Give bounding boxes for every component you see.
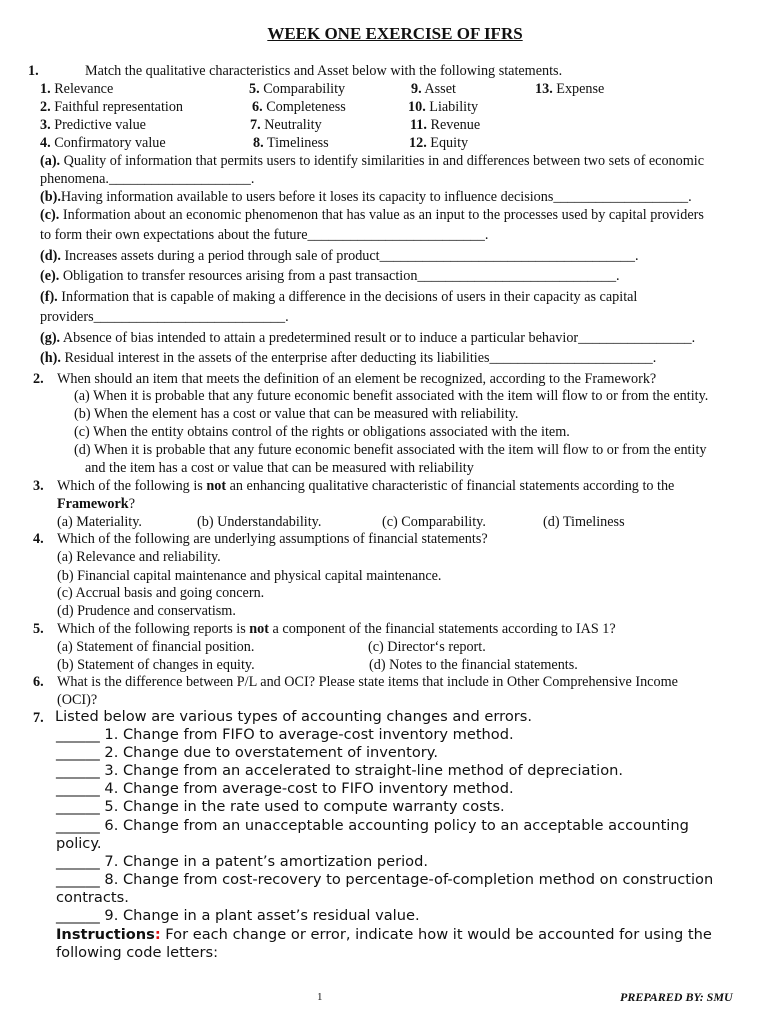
- q2-option-a: (a) When it is probable that any future economic benefit associated with the item will flow to or from the entity.: [74, 388, 709, 404]
- q5-question: Which of the following reports is not a component of the financial statements according to IAS 1?: [57, 621, 616, 637]
- q1-statement-b: (b).Having information available to users before it loses its capacity to influence decisions___________________.: [40, 189, 692, 205]
- q7-instructions: Instructions: For each change or error, indicate how it would be accounted for using the: [56, 926, 712, 943]
- q1-option: 9. Asset: [411, 81, 456, 97]
- q1-option: 13. Expense: [535, 81, 605, 97]
- q7-item: ______ 5. Change in the rate used to compute warranty costs.: [56, 798, 505, 815]
- q7-item: ______ 7. Change in a patent’s amortization period.: [56, 853, 428, 870]
- q6-question-cont: (OCI)?: [57, 692, 98, 708]
- q1-option: 1. Relevance: [40, 81, 114, 97]
- q4-question: Which of the following are underlying assumptions of financial statements?: [57, 531, 488, 547]
- q1-option: 8. Timeliness: [253, 135, 329, 151]
- q1-number: 1.: [28, 63, 39, 79]
- q2-option-d: (d) When it is probable that any future economic benefit associated with the item will flow to or from the entity: [74, 442, 707, 458]
- q7-item-cont: contracts.: [56, 889, 129, 906]
- q2-option-c: (c) When the entity obtains control of the rights or obligations associated with the item.: [74, 424, 570, 440]
- q1-statement-g: (g). Absence of bias intended to attain a predetermined result or to induce a particular behavior________________.: [40, 330, 696, 346]
- q1-option: 7. Neutrality: [250, 117, 322, 133]
- q1-option: 6. Completeness: [252, 99, 346, 115]
- q3-option-d: (d) Timeliness: [543, 514, 625, 530]
- q4-number: 4.: [33, 531, 44, 547]
- q7-item: ______ 2. Change due to overstatement of inventory.: [56, 744, 438, 761]
- q4-option-c: (c) Accrual basis and going concern.: [57, 585, 265, 601]
- prepared-by: PREPARED BY: SMU: [620, 990, 733, 1004]
- q7-item: ______ 1. Change from FIFO to average-cost inventory method.: [56, 726, 514, 743]
- q5-option-a: (a) Statement of financial position.: [57, 639, 255, 655]
- q7-item: ______ 9. Change in a plant asset’s residual value.: [56, 907, 420, 924]
- q1-intro: Match the qualitative characteristics and Asset below with the following statements.: [85, 63, 563, 79]
- q7-instructions-cont: following code letters:: [56, 944, 219, 961]
- q1-option: 4. Confirmatory value: [40, 135, 166, 151]
- q6-question: What is the difference between P/L and OCI? Please state items that include in Other Comprehensive Income: [57, 674, 678, 690]
- q1-statement-c: (c). Information about an economic phenomenon that has value as an input to the processes used by capital providers: [40, 207, 704, 223]
- q2-question: When should an item that meets the definition of an element be recognized, according to the Framework?: [57, 371, 657, 387]
- q5-option-d: (d) Notes to the financial statements.: [369, 657, 578, 673]
- document-title: WEEK ONE EXERCISE OF IFRS: [267, 24, 523, 43]
- q3-number: 3.: [33, 478, 44, 494]
- q7-item: ______ 6. Change from an unacceptable accounting policy to an acceptable accounting: [56, 817, 689, 834]
- q1-option: 10. Liability: [408, 99, 479, 115]
- q1-option: 2. Faithful representation: [40, 99, 184, 115]
- q7-item: ______ 3. Change from an accelerated to straight-line method of depreciation.: [56, 762, 624, 779]
- q1-statement-c-cont: to form their own expectations about the future_________________________.: [40, 227, 489, 243]
- q1-option: 3. Predictive value: [40, 117, 146, 133]
- q1-statement-a: (a). Quality of information that permits users to identify similarities in and differences between two sets of economic: [40, 153, 705, 169]
- q7-item: ______ 4. Change from average-cost to FIFO inventory method.: [56, 780, 514, 797]
- q7-intro: Listed below are various types of accounting changes and errors.: [55, 708, 532, 725]
- q7-item: ______ 8. Change from cost-recovery to percentage-of-completion method on construction: [56, 871, 714, 888]
- q1-option: 11. Revenue: [410, 117, 481, 133]
- q1-option: 5. Comparability: [249, 81, 346, 97]
- q3-question-cont: Framework?: [57, 496, 136, 512]
- q1-statement-f-cont: providers___________________________.: [40, 309, 289, 325]
- q1-statement-h: (h). Residual interest in the assets of the enterprise after deducting its liabilities_______________________.: [40, 350, 657, 366]
- q4-option-b: (b) Financial capital maintenance and physical capital maintenance.: [57, 568, 442, 584]
- q7-number: 7.: [33, 710, 44, 726]
- q1-statement-e: (e). Obligation to transfer resources arising from a past transaction____________________________.: [40, 268, 620, 284]
- q5-option-c: (c) Director‘s report.: [368, 639, 486, 655]
- q5-option-b: (b) Statement of changes in equity.: [57, 657, 255, 673]
- q2-option-b: (b) When the element has a cost or value that can be measured with reliability.: [74, 406, 519, 422]
- q2-number: 2.: [33, 371, 44, 387]
- q2-option-d-cont: and the item has a cost or value that can be measured with reliability: [85, 460, 474, 476]
- q3-option-a: (a) Materiality.: [57, 514, 142, 530]
- q3-option-b: (b) Understandability.: [197, 514, 322, 530]
- q5-number: 5.: [33, 621, 44, 637]
- q1-statement-a-cont: phenomena.____________________.: [40, 171, 255, 187]
- q1-option: 12. Equity: [409, 135, 469, 151]
- q6-number: 6.: [33, 674, 44, 690]
- q4-option-d: (d) Prudence and conservatism.: [57, 603, 236, 619]
- q4-option-a: (a) Relevance and reliability.: [57, 549, 221, 565]
- q7-item-cont: policy.: [56, 835, 102, 852]
- q1-statement-d: (d). Increases assets during a period through sale of product____________________________________.: [40, 248, 639, 264]
- q3-question: Which of the following is not an enhancing qualitative characteristic of financial statements according to the: [57, 478, 675, 494]
- q1-statement-f: (f). Information that is capable of making a difference in the decisions of users in their capacity as capital: [40, 289, 638, 305]
- page-number: 1: [317, 991, 323, 1003]
- q3-option-c: (c) Comparability.: [382, 514, 486, 530]
